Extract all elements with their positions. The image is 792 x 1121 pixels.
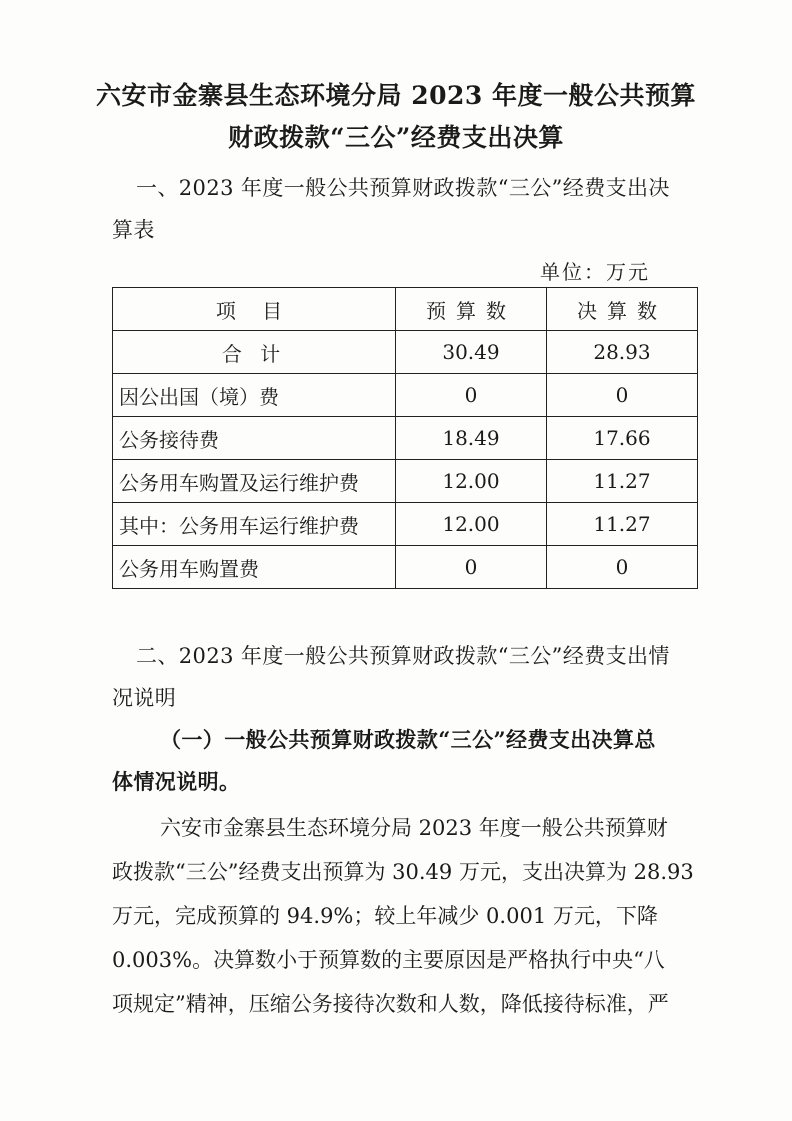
row-budget: 30.49: [396, 331, 547, 374]
header-item: 项 目: [113, 288, 396, 331]
row-actual: 17.66: [547, 417, 698, 460]
header-actual: 决算数: [547, 288, 698, 331]
row-actual: 0: [547, 374, 698, 417]
row-item: 公务用车购置及运行维护费: [113, 460, 396, 503]
body-line-1: 六安市金寨县生态环境分局 2023 年度一般公共预算财: [160, 816, 668, 840]
row-budget: 12.00: [396, 460, 547, 503]
table-row: [113, 460, 698, 503]
row-item: 合 计: [113, 331, 396, 374]
row-budget: 0: [396, 374, 547, 417]
body-line-4: 0.003%。决算数小于预算数的主要原因是严格执行中央“八: [112, 948, 665, 972]
row-budget: 18.49: [396, 417, 547, 460]
row-actual: 11.27: [547, 503, 698, 546]
row-actual: 11.27: [547, 460, 698, 503]
unit-label: 单位：万元: [540, 260, 650, 284]
row-actual: 0: [547, 546, 698, 589]
body-line-3: 万元，完成预算的 94.9%；较上年减少 0.001 万元，下降: [112, 904, 658, 928]
document-title-line-1: 六安市金寨县生态环境分局 2023 年度一般公共预算: [96, 81, 696, 110]
row-item: 公务接待费: [113, 417, 396, 460]
table-header-row: [113, 288, 698, 331]
row-budget: 0: [396, 546, 547, 589]
section-1-heading-line-2: 算表: [112, 218, 155, 242]
body-line-2: 政拨款“三公”经费支出预算为 30.49 万元，支出决算为 28.93: [112, 860, 694, 884]
body-line-5: 项规定”精神，压缩公务接待次数和人数，降低接待标准，严: [112, 992, 669, 1016]
row-item: 其中：公务用车运行维护费: [113, 503, 396, 546]
row-actual: 28.93: [547, 331, 698, 374]
table-row: [113, 417, 698, 460]
subsection-1-heading-line-1: （一）一般公共预算财政拨款“三公”经费支出决算总: [160, 727, 656, 752]
table-row: [113, 374, 698, 417]
table-row: [113, 546, 698, 589]
table-row: [113, 503, 698, 546]
row-item: 因公出国（境）费: [113, 374, 396, 417]
row-budget: 12.00: [396, 503, 547, 546]
section-2-heading-line-1: 二、2023 年度一般公共预算财政拨款“三公”经费支出情: [136, 644, 670, 668]
document-title-line-2: 财政拨款“三公”经费支出决算: [228, 123, 564, 152]
table-row-total: [113, 331, 698, 374]
row-item: 公务用车购置费: [113, 546, 396, 589]
section-1-heading-line-1: 一、2023 年度一般公共预算财政拨款“三公”经费支出决: [136, 176, 670, 200]
expenditure-table: [112, 287, 698, 589]
header-budget: 预算数: [396, 288, 547, 331]
section-2-heading-line-2: 况说明: [112, 686, 177, 710]
subsection-1-heading-line-2: 体情况说明。: [112, 769, 241, 794]
